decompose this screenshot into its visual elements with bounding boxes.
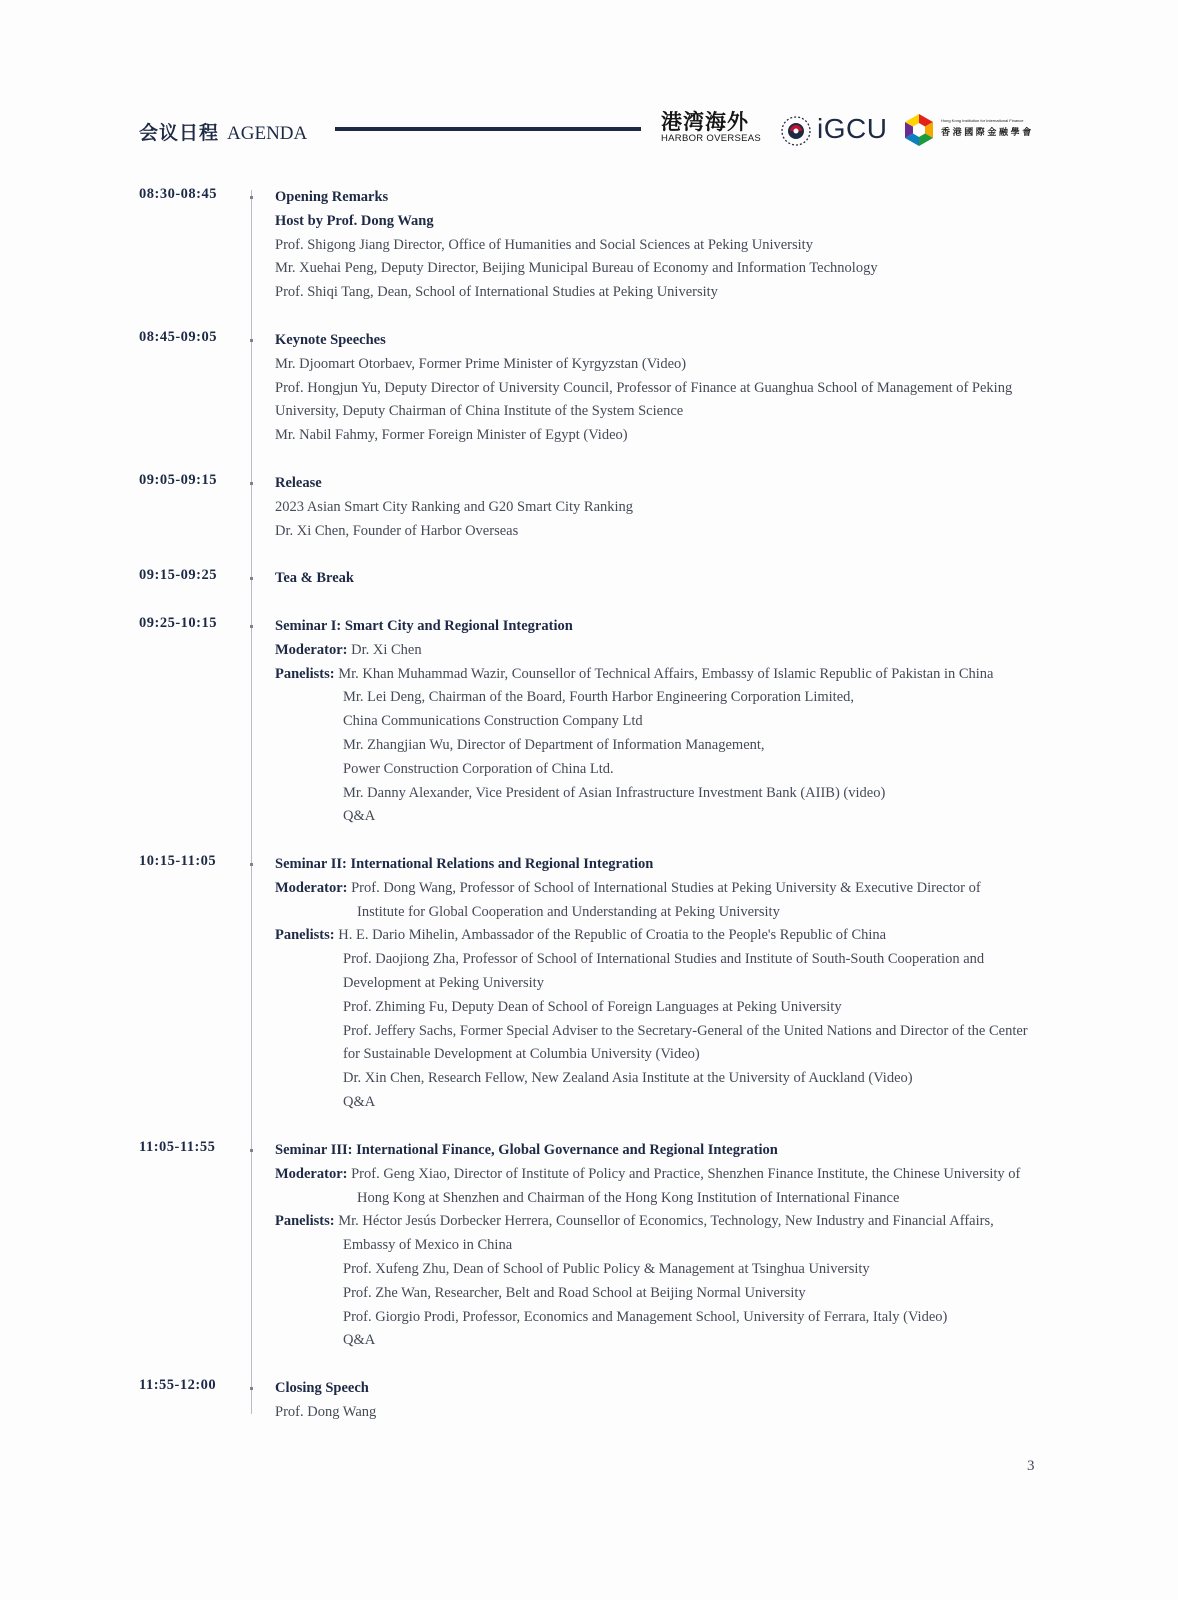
- moderator-name: Prof. Geng Xiao, Director of Institute of Policy and Practice, Shenzhen Finance Institute, the Chinese University of: [351, 1165, 1021, 1182]
- panelist-line: Prof. Jeffery Sachs, Former Special Adviser to the Secretary-General of the United Nations and Director of the Center: [343, 1022, 1028, 1039]
- timeline-marker: [248, 194, 255, 201]
- panelist-line: Embassy of Mexico in China: [343, 1237, 513, 1254]
- slot-content: [275, 567, 1105, 591]
- slot-line: Prof. Shiqi Tang, Dean, School of International Studies at Peking University: [275, 284, 718, 301]
- slot-content: [275, 472, 1105, 543]
- moderator-label: Moderator:: [275, 879, 348, 896]
- timeline-marker: [248, 861, 255, 868]
- slot-title: Keynote Speeches: [275, 332, 386, 348]
- panelist-line: Q&A: [343, 1093, 376, 1110]
- slot-line: Prof. Dong Wang: [275, 1403, 377, 1420]
- slot-time: 08:30-08:45: [139, 186, 217, 202]
- panelist-line: for Sustainable Development at Columbia University (Video): [343, 1046, 700, 1063]
- timeline-marker: [248, 575, 255, 582]
- header-rule: [335, 127, 641, 131]
- panelist-line: [275, 1210, 1105, 1234]
- slot-line: Dr. Xi Chen, Founder of Harbor Overseas: [275, 522, 519, 539]
- page-header: [139, 110, 1039, 154]
- panelist-line: Prof. Xufeng Zhu, Dean of School of Public Policy & Management at Tsinghua University: [343, 1260, 870, 1277]
- slot-content: [275, 1377, 1105, 1425]
- igcu-logo: [779, 114, 891, 148]
- panelist-text: Mr. Héctor Jesús Dorbecker Herrera, Counsellor of Economics, Technology, New Industry and Financial Affairs,: [338, 1213, 994, 1230]
- slot-time: 11:55-12:00: [139, 1377, 217, 1393]
- hkiif-emblem-icon: [901, 112, 937, 148]
- slot-time: 09:05-09:15: [139, 472, 217, 488]
- slot-line: Mr. Nabil Fahmy, Former Foreign Minister of Egypt (Video): [275, 427, 628, 444]
- hkiif-logo: [901, 112, 1041, 148]
- panelists-label: Panelists:: [275, 1213, 335, 1230]
- moderator-line: Hong Kong at Shenzhen and Chairman of the Hong Kong Institution of International Finance: [357, 1189, 900, 1206]
- timeline-marker: [248, 1385, 255, 1392]
- igcu-logo-text: iGCU: [817, 113, 888, 144]
- panelist-text: H. E. Dario Mihelin, Ambassador of the Republic of Croatia to the People's Republic of China: [338, 927, 887, 944]
- panelist-line: Mr. Zhangjian Wu, Director of Department of Information Management,: [343, 736, 765, 753]
- timeline-line: [251, 190, 252, 1414]
- panelist-line: Prof. Zhiming Fu, Deputy Dean of School of Foreign Languages at Peking University: [343, 998, 842, 1015]
- igcu-emblem-icon: [779, 114, 815, 148]
- slot-title: Release: [275, 475, 322, 491]
- page-number: 3: [1027, 1458, 1035, 1474]
- slot-title: Opening Remarks: [275, 189, 389, 205]
- agenda-heading: [139, 118, 307, 145]
- panelist-line: Prof. Daojiong Zha, Professor of School of International Studies and Institute of South-South Cooperation and: [343, 951, 985, 968]
- slot-title: Tea & Break: [275, 570, 354, 586]
- hkiif-logo-zh: 香港國際金融學會: [941, 128, 1034, 138]
- agenda-heading-en: AGENDA: [227, 123, 308, 144]
- harbor-logo-en: HARBOR OVERSEAS: [661, 133, 762, 144]
- moderator-label: Moderator:: [275, 1165, 348, 1182]
- slot-title: Closing Speech: [275, 1380, 369, 1396]
- panelist-line: Q&A: [343, 1332, 376, 1349]
- slot-title: Seminar III: International Finance, Global Governance and Regional Integration: [275, 1142, 778, 1158]
- moderator-name: Dr. Xi Chen: [351, 641, 422, 658]
- slot-title: Seminar II: International Relations and Regional Integration: [275, 856, 654, 872]
- panelist-line: [275, 924, 1105, 948]
- slot-content: [275, 186, 1105, 305]
- panelist-line: Power Construction Corporation of China Ltd.: [343, 760, 614, 777]
- timeline-marker: [248, 337, 255, 344]
- timeline-marker: [248, 1147, 255, 1154]
- panelist-line: Mr. Danny Alexander, Vice President of Asian Infrastructure Investment Bank (AIIB) (video): [343, 784, 886, 801]
- panelist-line: Dr. Xin Chen, Research Fellow, New Zealand Asia Institute at the University of Auckland (Video): [343, 1070, 913, 1087]
- slot-line: Prof. Hongjun Yu, Deputy Director of University Council, Professor of Finance at Guanghua School of Management of Peking: [275, 379, 1013, 396]
- panelist-line: Prof. Zhe Wan, Researcher, Belt and Road School at Beijing Normal University: [343, 1284, 806, 1301]
- slot-content: [275, 853, 1105, 1115]
- panelist-text: Mr. Khan Muhammad Wazir, Counsellor of Technical Affairs, Embassy of Islamic Republic of Pakistan in China: [338, 665, 994, 682]
- panelist-line: Prof. Giorgio Prodi, Professor, Economics and Management School, University of Ferrara, Italy (Video): [343, 1308, 948, 1325]
- slot-line: University, Deputy Chairman of China Institute of the System Science: [275, 403, 684, 420]
- panelist-line: China Communications Construction Company Ltd: [343, 713, 643, 730]
- moderator-name: Prof. Dong Wang, Professor of School of International Studies at Peking University & Executive Director of: [351, 879, 981, 896]
- moderator-line: [275, 1163, 1105, 1187]
- timeline-marker: [248, 480, 255, 487]
- hkiif-logo-en: Hong Kong Institution for International Finance: [941, 118, 1024, 123]
- panelist-line: [275, 663, 1105, 687]
- panelist-line: Mr. Lei Deng, Chairman of the Board, Fourth Harbor Engineering Corporation Limited,: [343, 689, 855, 706]
- slot-time: 09:25-10:15: [139, 615, 217, 631]
- slot-time: 09:15-09:25: [139, 567, 217, 583]
- harbor-logo-zh: 港湾海外: [661, 110, 749, 134]
- moderator-line: Institute for Global Cooperation and Understanding at Peking University: [357, 903, 780, 920]
- slot-content: [275, 1139, 1105, 1353]
- slot-line: Mr. Djoomart Otorbaev, Former Prime Minister of Kyrgyzstan (Video): [275, 355, 687, 372]
- slot-time: 11:05-11:55: [139, 1139, 216, 1155]
- slot-line: Mr. Xuehai Peng, Deputy Director, Beijing Municipal Bureau of Economy and Information Technology: [275, 260, 878, 277]
- timeline-marker: [248, 623, 255, 630]
- slot-title: Seminar I: Smart City and Regional Integration: [275, 618, 573, 634]
- slot-content: [275, 329, 1105, 448]
- slot-host: Host by Prof. Dong Wang: [275, 212, 434, 229]
- panelists-label: Panelists:: [275, 927, 335, 944]
- moderator-line: [275, 639, 1105, 663]
- slot-line: Prof. Shigong Jiang Director, Office of Humanities and Social Sciences at Peking University: [275, 236, 813, 253]
- panelist-line: Q&A: [343, 808, 376, 825]
- panelists-label: Panelists:: [275, 665, 335, 682]
- slot-content: [275, 615, 1105, 829]
- slot-line: 2023 Asian Smart City Ranking and G20 Smart City Ranking: [275, 498, 634, 515]
- agenda-heading-zh: 会议日程: [139, 122, 220, 144]
- panelist-line: Development at Peking University: [343, 974, 544, 991]
- slot-time: 10:15-11:05: [139, 853, 217, 869]
- harbor-overseas-logo: [661, 110, 765, 150]
- slot-time: 08:45-09:05: [139, 329, 217, 345]
- moderator-label: Moderator:: [275, 641, 348, 658]
- moderator-line: [275, 877, 1105, 901]
